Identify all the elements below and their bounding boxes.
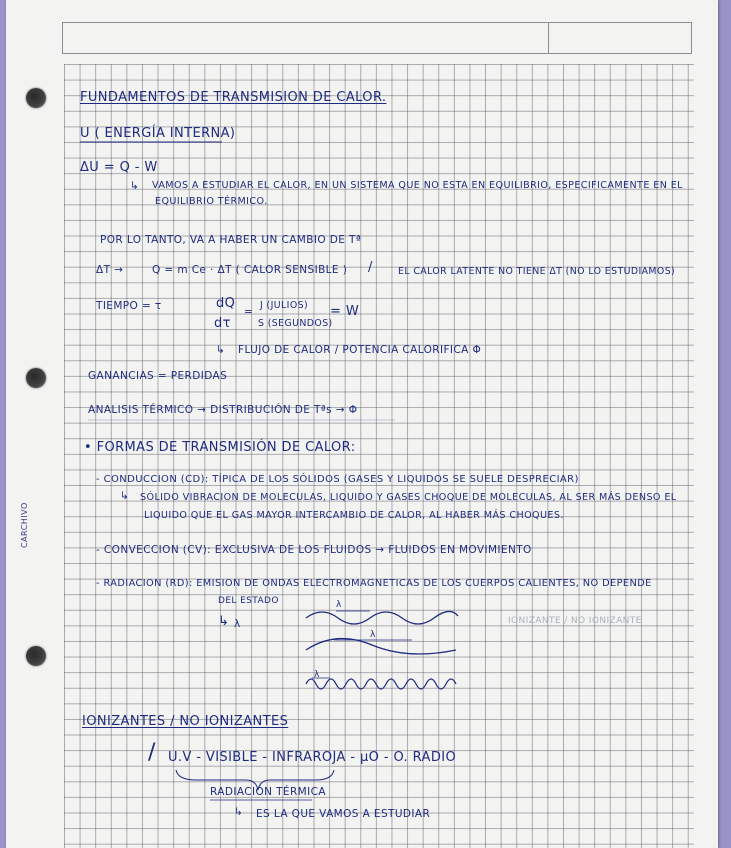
spectrum-line: U.V - VISIBLE - INFRAROJA - μO - O. RADIO [168, 750, 457, 765]
arrow-icon: ↳ [234, 806, 244, 818]
bracket-mark [176, 770, 334, 790]
study-note-line-1: VAMOS A ESTUDIAR EL CALOR, EN UN SISTEMA QUE NO ESTA EN EQUILIBRIO, ESPECIFICAMENTE EN EL [152, 180, 683, 191]
heat-flux-line: FLUJO DE CALOR / POTENCIA CALORIFICA Φ [238, 344, 482, 356]
bleed-through-text: IONIZANTE / NO IONIZANTE [508, 616, 642, 626]
dq-numerator: dQ [216, 296, 236, 311]
solid-vibration-line-1: SÓLIDO VIBRACION DE MOLECULAS, LIQUIDO Y GASES CHOQUE DE MOLECULAS, AL SER MÁS DENSO EL [140, 492, 677, 503]
conduction-line: - CONDUCCION (CD): TÍPICA DE LOS SÓLIDOS (GASES Y LIQUIDOS SE SUELE DESPRECIAR) [96, 474, 579, 485]
separator-slash: / [368, 260, 373, 275]
wave-short [306, 679, 456, 689]
lambda-small: λ [234, 618, 241, 630]
equals-sign: = [244, 306, 254, 318]
radiation-line-2: DEL ESTADO [218, 596, 279, 606]
brand-logo: CARCHIVO [20, 502, 29, 548]
arrow-icon: ↳ [216, 344, 226, 356]
wave-long-2 [306, 639, 456, 654]
temperature-change-line: POR LO TANTO, VA A HABER UN CAMBIO DE Tª [100, 234, 362, 246]
thermal-analysis-line: ANALISIS TÉRMICO → DISTRIBUCIÓN DE Tªs → Φ [88, 404, 358, 416]
arrow-icon: ↳ [120, 490, 130, 502]
first-law-equation: ΔU = Q - W [80, 160, 158, 175]
ionizing-heading: IONIZANTES / NO IONIZANTES [82, 714, 289, 729]
wave-long-1 [306, 611, 458, 624]
solid-vibration-line-2: LIQUIDO QUE EL GAS MAYOR INTERCAMBIO DE CALOR, AL HABER MÁS CHOQUES. [144, 510, 564, 521]
study-focus-line: ES LA QUE VAMOS A ESTUDIAR [256, 808, 431, 820]
spectrum-slash: / [148, 740, 156, 765]
heat-transfer-modes-heading: • FORMAS DE TRANSMISIÓN DE CALOR: [84, 440, 356, 455]
time-definition: TIEMPO = τ [96, 300, 162, 312]
internal-energy-line: U ( ENERGÍA INTERNA) [80, 126, 236, 141]
dtau-denominator: dτ [214, 316, 231, 331]
arrow-icon: ↳ [130, 180, 140, 192]
arrow-icon: ↳ [218, 614, 230, 629]
lambda-wave-2: λ [370, 630, 376, 640]
watts-equation: = W [330, 304, 360, 319]
delta-t-label: ΔT → [96, 264, 124, 276]
gains-equal-losses: GANANCIAS = PERDIDAS [88, 370, 228, 382]
lambda-wave-1: λ [336, 600, 342, 610]
lambda-wave-3: λ [314, 670, 320, 680]
radiation-line-1: - RADIACION (RD): EMISION DE ONDAS ELECTROMAGNETICAS DE LOS CUERPOS CALIENTES, NO DEPENDE [96, 578, 652, 589]
seconds-denominator: S (SEGUNDOS) [258, 318, 333, 329]
joules-numerator: J (JULIOS) [260, 300, 309, 311]
sensible-heat-formula: Q = m Ce · ΔT ( CALOR SENSIBLE ) [152, 264, 348, 276]
notes-title: FUNDAMENTOS DE TRANSMISION DE CALOR. [80, 90, 387, 105]
latent-heat-note: EL CALOR LATENTE NO TIENE ΔT (NO LO ESTUDIAMOS) [398, 266, 676, 277]
study-note-line-2: EQUILIBRIO TÉRMICO. [155, 196, 268, 207]
thermal-radiation-label: RADIACIÓN TÉRMICA [210, 786, 326, 798]
convection-line: - CONVECCION (CV): EXCLUSIVA DE LOS FLUIDOS → FLUIDOS EN MOVIMIENTO [96, 544, 532, 556]
